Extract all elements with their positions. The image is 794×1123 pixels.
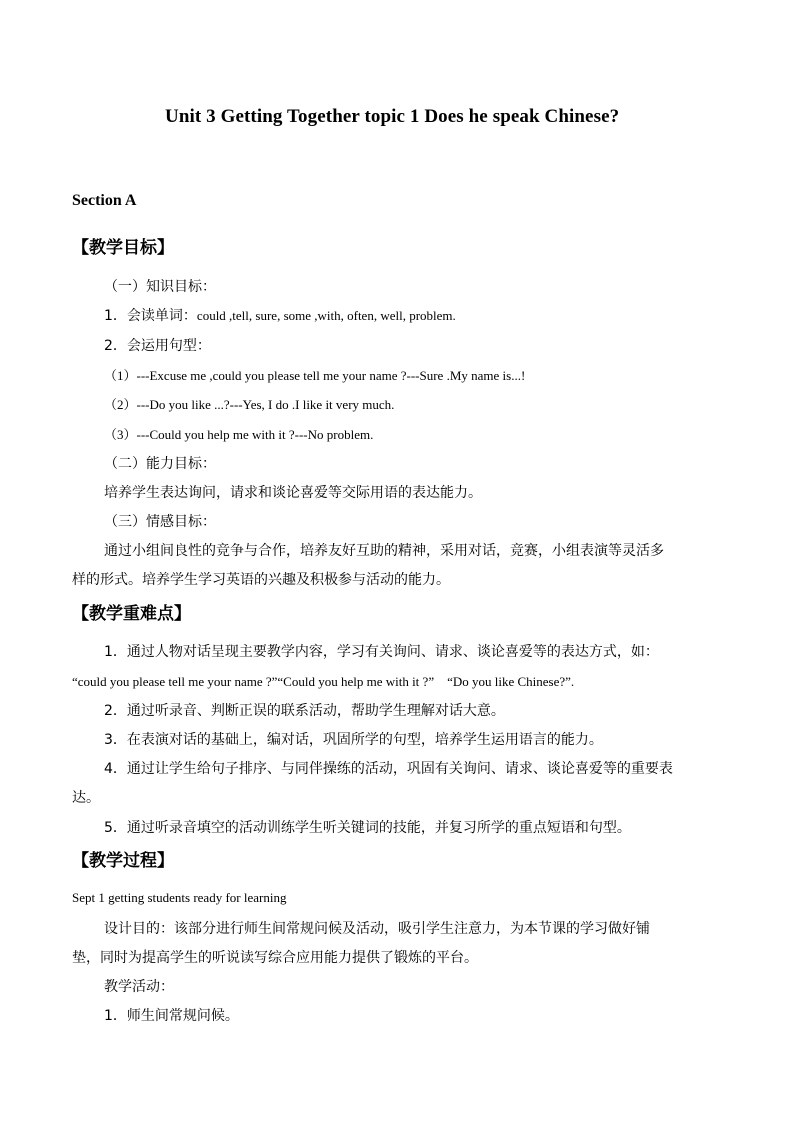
- objective-item-2: 2．会运用句型：: [104, 338, 211, 354]
- key-point-2: 2．通过听录音、判断正误的联系活动，帮助学生理解对话大意。: [104, 703, 505, 719]
- objective-item-1-prefix: 1．会读单词：: [104, 308, 197, 324]
- knowledge-goals-label: （一）知识目标：: [104, 279, 216, 295]
- key-point-5: 5．通过听录音填空的活动训练学生听关键词的技能，并复习所学的重点短语和句型。: [104, 820, 631, 836]
- objective-item-1: [104, 305, 456, 325]
- emotion-goals-line-1: 通过小组间良性的竞争与合作，培养友好互助的精神，采用对话，竞赛，小组表演等灵活多: [104, 543, 664, 559]
- objective-item-1-words: could ,tell, sure, some ,with, often, well, problem.: [196, 308, 456, 323]
- section-heading: Section A: [72, 192, 137, 209]
- purpose-line-1: 设计目的：该部分进行师生间常规问候及活动，吸引学生注意力，为本节课的学习做好铺: [104, 921, 650, 937]
- emotion-goals-label: （三）情感目标：: [104, 514, 216, 530]
- purpose-line-2: 垫，同时为提高学生的听说读写综合应用能力提供了锻炼的平台。: [72, 950, 478, 966]
- key-point-4-line-1: 4．通过让学生给句子排序、与同伴操练的活动，巩固有关询问、请求、谈论喜爱等的重要表: [104, 761, 673, 777]
- objectives-heading: 【教学目标】: [72, 238, 174, 258]
- key-point-4-line-2: 达。: [72, 790, 100, 806]
- key-point-1-line-1: 1．通过人物对话呈现主要教学内容，学习有关询问、请求、谈论喜爱等的表达方式，如：: [104, 644, 659, 660]
- sentence-pattern-1: （1）---Excuse me ,could you please tell me your name ?---Sure .My name is...!: [104, 368, 526, 383]
- activity-label: 教学活动：: [104, 979, 174, 995]
- ability-goals-label: （二）能力目标：: [104, 456, 216, 472]
- process-heading: 【教学过程】: [72, 851, 174, 871]
- key-point-3: 3．在表演对话的基础上，编对话，巩固所学的句型，培养学生运用语言的能力。: [104, 732, 603, 748]
- sentence-pattern-2: （2）---Do you like ...?---Yes, I do .I like it very much.: [104, 397, 395, 412]
- sentence-pattern-3: （3）---Could you help me with it ?---No problem.: [104, 427, 374, 442]
- page-title: Unit 3 Getting Together topic 1 Does he speak Chinese?: [165, 106, 620, 127]
- activity-item-1: 1．师生间常规问候。: [104, 1008, 239, 1024]
- ability-goals-text: 培养学生表达询问，请求和谈论喜爱等交际用语的表达能力。: [104, 485, 482, 501]
- key-point-1-line-2: “could you please tell me your name ?”“Could you help me with it ?” “Do you like Chinese?”.: [72, 674, 575, 689]
- emotion-goals-line-2: 样的形式。培养学生学习英语的兴趣及积极参与活动的能力。: [72, 572, 450, 588]
- key-points-heading: 【教学重难点】: [72, 604, 191, 624]
- step-1-title: Sept 1 getting students ready for learning: [72, 890, 287, 905]
